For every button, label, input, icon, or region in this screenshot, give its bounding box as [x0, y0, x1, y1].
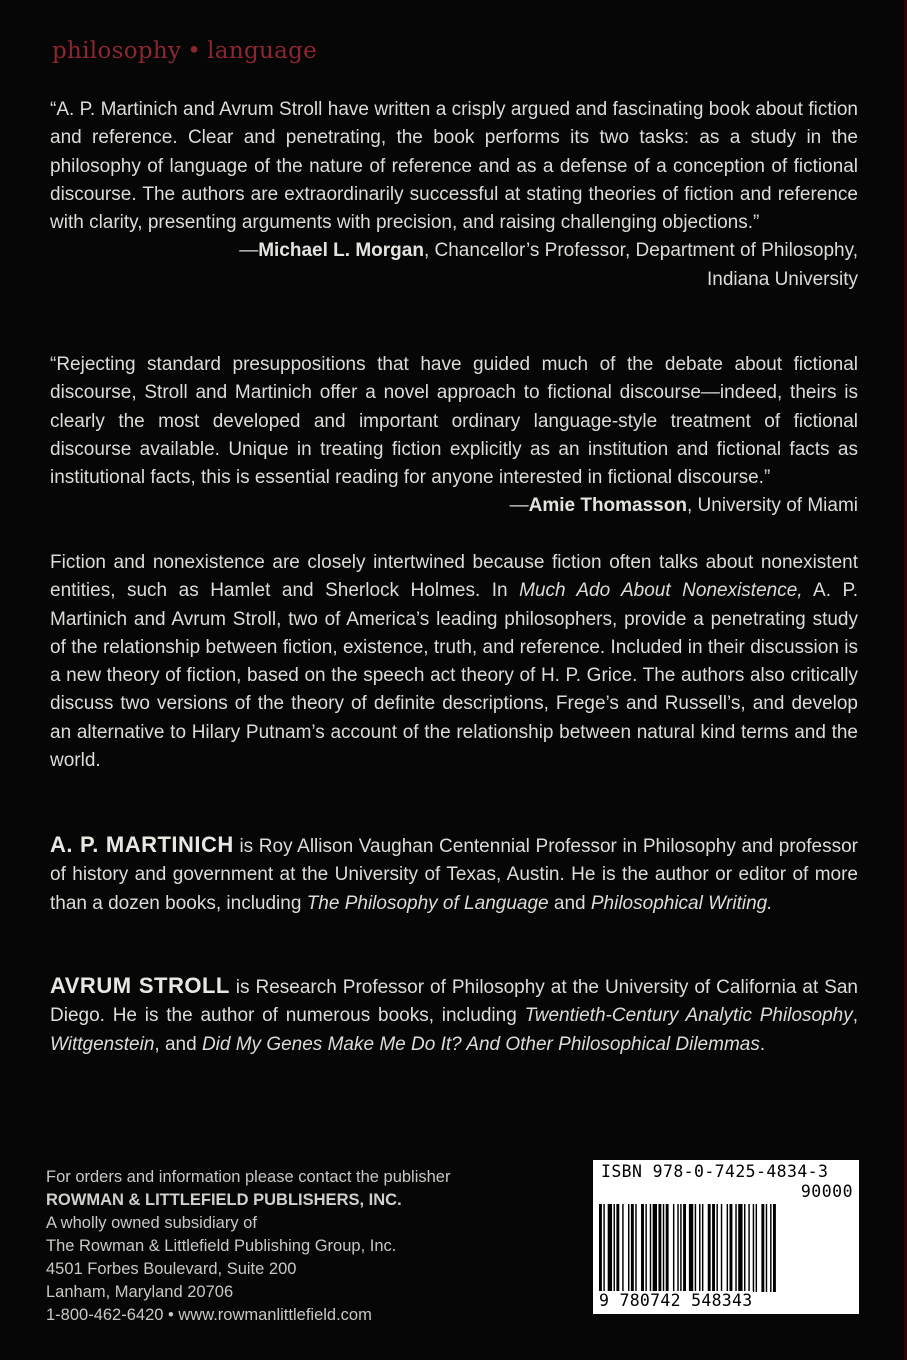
- endorser-affiliation: , Chancellor’s Professor, Department of Philosophy,: [423, 240, 858, 262]
- barcode-bar: [673, 1204, 674, 1292]
- barcode-bar: [738, 1204, 742, 1292]
- publisher-name: ROWMAN & LITTLEFIELD PUBLISHERS, INC.: [46, 1191, 402, 1209]
- barcode-bar: [650, 1204, 651, 1292]
- bio-connector: ,: [852, 1005, 858, 1027]
- barcode-bar: [716, 1204, 717, 1292]
- book-title: Wittgenstein: [50, 1033, 155, 1055]
- bio-connector: , and: [154, 1033, 202, 1055]
- publisher-subsidiary: A wholly owned subsidiary of: [46, 1214, 257, 1232]
- author-bio-stroll: [50, 972, 858, 1059]
- barcode-bar: [744, 1204, 745, 1292]
- attribution-dash: —: [239, 240, 259, 262]
- barcode-bar: [735, 1204, 736, 1292]
- barcode-bar: [748, 1204, 749, 1292]
- endorser-name: Amie Thomasson: [528, 495, 687, 517]
- barcode-bar: [628, 1204, 629, 1292]
- barcode-bar: [653, 1204, 657, 1292]
- ean-digits: 9 780742 548343: [599, 1291, 753, 1310]
- endorser-name: Michael L. Morgan: [258, 240, 424, 262]
- price-code: 90000: [800, 1182, 853, 1201]
- publisher-city: Lanham, Maryland 20706: [46, 1283, 234, 1301]
- barcode-bar: [770, 1204, 771, 1292]
- endorser-affiliation: , University of Miami: [686, 495, 858, 517]
- barcode-bar: [727, 1204, 728, 1292]
- category-separator: •: [187, 38, 202, 64]
- book-title: Much Ado About Nonexistence,: [519, 580, 803, 602]
- book-description: [50, 549, 858, 775]
- barcode-bar: [683, 1204, 686, 1292]
- barcode-bar: [616, 1204, 619, 1292]
- barcode-bar: [756, 1204, 757, 1292]
- publisher-street: 4501 Forbes Boulevard, Suite 200: [46, 1260, 297, 1278]
- isbn-barcode: [593, 1160, 859, 1314]
- description-text-continued: A. P. Martinich and Avrum Stroll, two of America’s leading philosophers, provide a penetrating study of the relationship between fiction, existence, truth, and reference. Included in their discussion is a new theory of fiction, based on the speech act theory of H. P. Grice. The authors also critically discuss two versions of the theory of definite descriptions, Frege’s and Russell’s, and develop an alternative to Hilary Putnam’s account of the relationship between natural kind terms and the world.: [50, 580, 858, 772]
- barcode-bar: [677, 1204, 678, 1292]
- barcode-bar: [721, 1204, 722, 1292]
- publisher-phone-web: 1-800-462-6420 • www.rowmanlittlefield.com: [46, 1306, 372, 1324]
- endorsement-attribution: [50, 237, 858, 265]
- category-language: language: [207, 38, 318, 64]
- publisher-info: [46, 1166, 450, 1327]
- barcode-bar: [712, 1204, 715, 1292]
- barcode-bar: [622, 1204, 623, 1292]
- barcode-bar: [689, 1204, 693, 1292]
- barcode-bar: [708, 1204, 711, 1292]
- endorsement-thomasson: [50, 351, 858, 521]
- author-bio-martinich: [50, 831, 858, 918]
- book-title: The Philosophy of Language: [306, 892, 549, 914]
- category-label: [52, 38, 317, 64]
- publisher-contact-line: For orders and information please contact the publisher: [46, 1168, 451, 1186]
- barcode-bar: [761, 1204, 764, 1292]
- barcode-bar: [635, 1204, 636, 1292]
- category-philosophy: philosophy: [52, 38, 182, 64]
- barcode-bar: [730, 1204, 733, 1292]
- author-name: A. P. MARTINICH: [50, 832, 234, 857]
- barcode-bar: [699, 1204, 700, 1292]
- barcode-bar: [666, 1204, 669, 1292]
- barcode-bar: [773, 1204, 776, 1292]
- barcode-bar: [695, 1204, 696, 1292]
- barcode-bar: [753, 1204, 754, 1292]
- endorsement-quote: “Rejecting standard presuppositions that have guided much of the debate about fictional discourse, Stroll and Martinich offer a novel approach to fictional discourse—indeed, theirs is clearly the most developed and important ordinary language-style treatment of fictional discourse available. Unique in treating fiction explicitly as an institution and fictional facts as institutional facts, this is essential reading for anyone interested in fictional discourse.”: [50, 354, 858, 489]
- attribution-dash: —: [509, 495, 529, 517]
- publisher-parent: The Rowman & Littlefield Publishing Group, Inc.: [46, 1237, 397, 1255]
- isbn-number: ISBN 978-0-7425-4834-3: [601, 1162, 829, 1181]
- bio-text: is Roy Allison Vaughan Centennial Professor in Philosophy and professor of history and government at the University of Texas, Austin. He is the author or editor of more than a dozen books, including: [50, 836, 858, 914]
- barcode-bar: [702, 1204, 703, 1292]
- bio-text: is Research Professor of Philosophy at the University of California at San Diego. He is the author of numerous books, including: [50, 977, 858, 1027]
- barcode-bar: [614, 1204, 615, 1292]
- description-text: Fiction and nonexistence are closely intertwined because fiction often talks about nonexistent entities, such as Hamlet and Sherlock Holmes. In: [50, 552, 858, 602]
- author-name: AVRUM STROLL: [50, 973, 230, 998]
- barcode-bar: [766, 1204, 767, 1292]
- book-title: Twentieth-Century Analytic Philosophy: [524, 1005, 853, 1027]
- barcode-bar: [603, 1204, 604, 1292]
- bio-connector: .: [759, 1033, 766, 1055]
- barcode-bar: [680, 1204, 681, 1292]
- endorser-institution: Indiana University: [706, 268, 858, 290]
- book-title: Did My Genes Make Me Do It? And Other Philosophical Dilemmas: [201, 1033, 760, 1055]
- bio-connector: and: [548, 892, 591, 914]
- endorsement-attribution: [510, 492, 858, 520]
- barcode-bar: [631, 1204, 634, 1292]
- endorsement-quote: “A. P. Martinich and Avrum Stroll have written a crisply argued and fascinating book about fiction and reference. Clear and penetrating, the book performs its two tasks: as a study in the philosophy of language of the nature of reference and as a defense of a conception of fictional discourse. The authors are extraordinarily successful at stating theories of fiction and reference with clarity, presenting arguments with precision, and raising challenging objections.”: [50, 99, 858, 234]
- barcode-bar: [658, 1204, 661, 1292]
- barcode-bar: [663, 1204, 664, 1292]
- barcode-bar: [599, 1204, 602, 1292]
- endorsement-morgan: [50, 96, 858, 294]
- barcode-bar: [608, 1204, 612, 1292]
- book-title: Philosophical Writing.: [590, 892, 773, 914]
- barcode-bar: [645, 1204, 646, 1292]
- barcode-bar: [641, 1204, 644, 1292]
